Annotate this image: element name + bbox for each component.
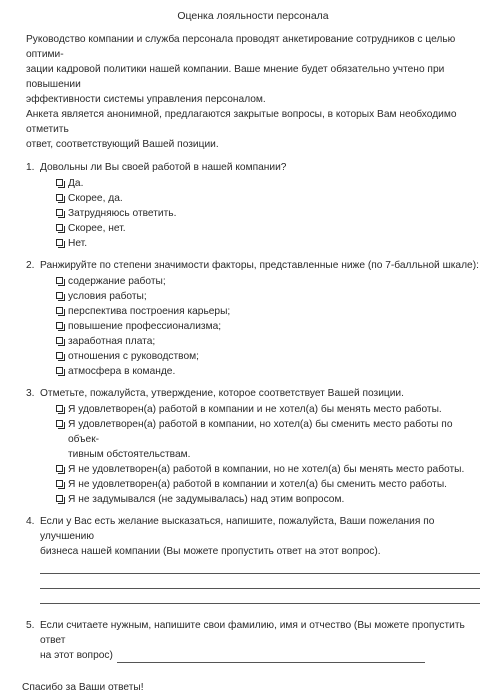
option-label: Я удовлетворен(а) работой в компании, но хотел(а) бы сменить место работы по объек- (68, 419, 453, 445)
option-label: отношения с руководством; (68, 351, 199, 362)
option-item[interactable] (56, 289, 480, 304)
intro-line: эффективности системы управления персоналом. (26, 94, 266, 105)
option-item[interactable] (56, 319, 480, 334)
checkbox-icon[interactable] (56, 405, 63, 412)
checkbox-icon[interactable] (56, 194, 63, 201)
option-item[interactable] (56, 274, 480, 289)
option-item[interactable] (56, 462, 480, 477)
checkbox-icon[interactable] (56, 224, 63, 231)
option-label: Да. (68, 178, 84, 189)
option-item[interactable] (56, 417, 480, 462)
question-1 (26, 160, 480, 251)
question-text-line: Если считаете нужным, напишите свои фамилию, имя и отчество (Вы можете пропустить ответ (40, 620, 465, 646)
question-number: 3. (26, 388, 35, 399)
question-number: 1. (26, 162, 35, 173)
question-number: 2. (26, 260, 35, 271)
option-label: повышение профессионализма; (68, 321, 222, 332)
option-item[interactable] (56, 304, 480, 319)
checkbox-icon[interactable] (56, 179, 63, 186)
question-text (40, 514, 480, 559)
checkbox-icon[interactable] (56, 307, 63, 314)
option-item[interactable] (56, 492, 480, 507)
question-text: Отметьте, пожалуйста, утверждение, которое соответствует Вашей позиции. (40, 388, 404, 399)
intro-line: зации кадровой политики нашей компании. Ваше мнение будет обязательно учтено при повышении (26, 64, 445, 90)
option-label: Я не задумывался (не задумывалась) над этим вопросом. (68, 494, 345, 505)
question-text: Ранжируйте по степени значимости факторы, представленные ниже (по 7-балльной шкале): (40, 260, 479, 271)
checkbox-icon[interactable] (56, 480, 63, 487)
option-label: Я удовлетворен(а) работой в компании и не хотел(а) бы менять место работы. (68, 404, 442, 415)
question-text-line: бизнеса нашей компании (Вы можете пропустить ответ на этот вопрос). (40, 546, 381, 557)
option-item[interactable] (56, 349, 480, 364)
name-answer-line[interactable] (117, 650, 425, 663)
question-text-line: Если у Вас есть желание высказаться, напишите, пожалуйста, Ваши пожелания по улучшению (40, 516, 435, 542)
checkbox-icon[interactable] (56, 277, 63, 284)
checkbox-icon[interactable] (56, 322, 63, 329)
option-label: заработная плата; (68, 336, 156, 347)
thanks-text: Спасибо за Ваши ответы! (22, 682, 144, 693)
option-label: Затрудняюсь ответить. (68, 208, 177, 219)
answer-line[interactable] (40, 559, 480, 574)
checkbox-icon[interactable] (56, 420, 63, 427)
question-2 (26, 258, 480, 379)
intro-line: Руководство компании и служба персонала проводят анкетирование сотрудников с целью оптими- (26, 34, 456, 60)
option-label: Я не удовлетворен(а) работой в компании, но не хотел(а) бы менять место работы. (68, 464, 465, 475)
question-text-line: на этот вопрос) (40, 650, 113, 661)
option-label: Нет. (68, 238, 88, 249)
option-item[interactable] (56, 236, 480, 251)
checkbox-icon[interactable] (56, 239, 63, 246)
checkbox-icon[interactable] (56, 352, 63, 359)
question-text: Довольны ли Вы своей работой в нашей компании? (40, 162, 287, 173)
option-label: Я не удовлетворен(а) работой в компании и хотел(а) бы сменить место работы. (68, 479, 447, 490)
option-item[interactable] (56, 176, 480, 191)
option-item[interactable] (56, 221, 480, 236)
question-5 (26, 618, 480, 663)
checkbox-icon[interactable] (56, 337, 63, 344)
intro-line: ответ, соответствующий Вашей позиции. (26, 139, 219, 150)
option-label: перспектива построения карьеры; (68, 306, 231, 317)
option-label: условия работы; (68, 291, 147, 302)
option-label-continued: тивным обстоятельствам. (68, 449, 191, 460)
option-item[interactable] (56, 206, 480, 221)
option-label: содержание работы; (68, 276, 166, 287)
checkbox-icon[interactable] (56, 209, 63, 216)
option-item[interactable] (56, 334, 480, 349)
answer-line[interactable] (40, 589, 480, 604)
answer-line[interactable] (40, 574, 480, 589)
option-label: Скорее, нет. (68, 223, 126, 234)
page-title: Оценка лояльности персонала (177, 10, 329, 22)
question-4 (26, 514, 480, 604)
question-text (40, 618, 480, 663)
checkbox-icon[interactable] (56, 495, 63, 502)
option-item[interactable] (56, 364, 480, 379)
checkbox-icon[interactable] (56, 367, 63, 374)
checkbox-icon[interactable] (56, 292, 63, 299)
checkbox-icon[interactable] (56, 465, 63, 472)
intro-line: Анкета является анонимной, предлагаются закрытые вопросы, в которых Вам необходимо отметить (26, 109, 457, 135)
option-item[interactable] (56, 402, 480, 417)
question-number: 4. (26, 516, 35, 527)
option-label: атмосфера в команде. (68, 366, 176, 377)
question-number: 5. (26, 620, 35, 631)
question-3 (26, 386, 480, 507)
option-item[interactable] (56, 191, 480, 206)
option-label: Скорее, да. (68, 193, 123, 204)
option-item[interactable] (56, 477, 480, 492)
intro (26, 32, 480, 152)
